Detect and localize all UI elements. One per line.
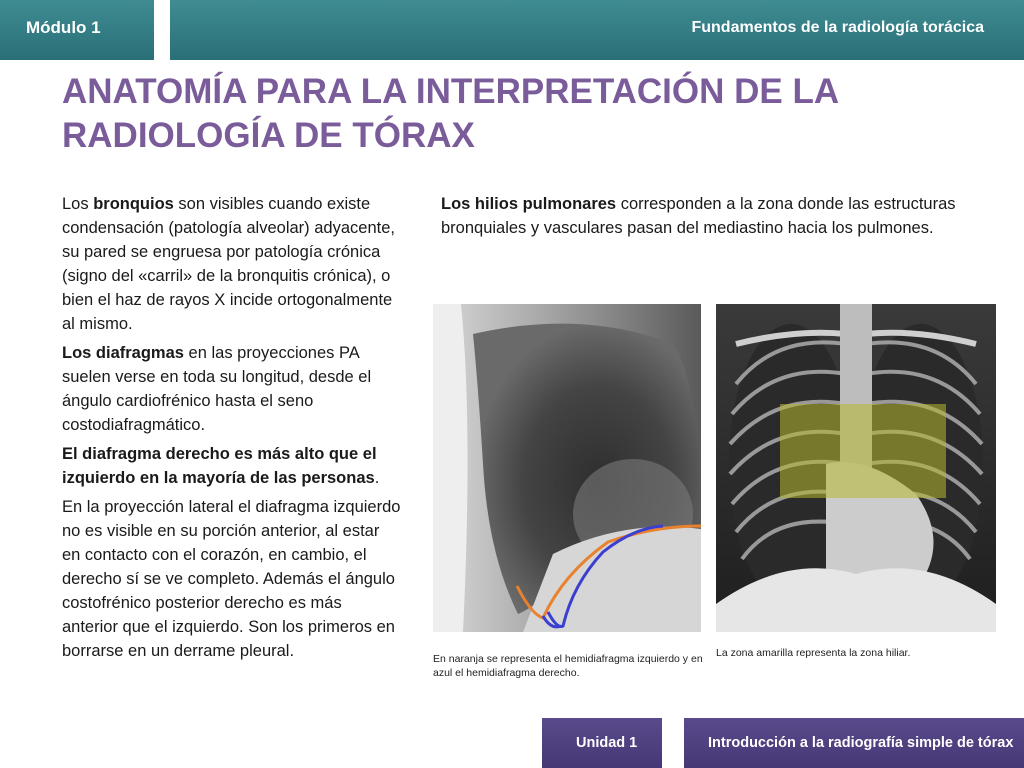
course-title: Fundamentos de la radiología torácica [691, 19, 984, 36]
unit-tab [542, 718, 662, 768]
right-text-column [441, 192, 981, 240]
unit-title: Introducción a la radiografía simple de tórax [708, 735, 1014, 751]
slide-title-line1: ANATOMÍA PARA LA INTERPRETACIÓN DE LA [62, 72, 840, 111]
lateral-chest-xray-image [433, 304, 701, 632]
header-bar [0, 0, 1024, 60]
paragraph-diafragma-derecho: El diafragma derecho es más alto que el izquierdo en la mayoría de las personas. [62, 445, 380, 487]
paragraph-proyeccion-lateral: En la proyección lateral el diafragma izquierdo no es visible en su porción anterior, al estar en contacto con el corazón, en cambio, el derecho sí se ve completo. Además el ángulo costofrénico posterior derecho es más anterior que el izquierdo. Son los primeros en borrarse en un derrame pleural. [62, 498, 401, 660]
paragraph-bronquios: Los bronquios son visibles cuando existe condensación (patología alveolar) adyacente, su pared se engruesa por patología crónica (signo del «carril» de la bronquitis crónica), o bien el haz de rayos X incide ortogonalmente al mismo. [62, 195, 395, 333]
lateral-xray-caption: En naranja se representa el hemidiafragma izquierdo y en azul el hemidiafragma derecho. [433, 653, 703, 679]
slide-title-line2: RADIOLOGÍA DE TÓRAX [62, 116, 475, 155]
left-text-column [62, 192, 402, 668]
hilar-zone-highlight [780, 404, 946, 498]
pa-chest-xray-image [716, 304, 996, 632]
paragraph-hilios: Los hilios pulmonares corresponden a la zona donde las estructuras bronquiales y vasculares pasan del mediastino hacia los pulmones. [441, 195, 956, 237]
paragraph-diafragmas: Los diafragmas en las proyecciones PA suelen verse en toda su longitud, desde el ángulo cardiofrénico hasta el seno costodiafragmático. [62, 344, 372, 434]
pa-xray-caption: La zona amarilla representa la zona hiliar. [716, 647, 911, 659]
module-label: Módulo 1 [26, 18, 101, 37]
unit-label: Unidad 1 [576, 735, 638, 751]
unit-title-bar [684, 718, 1024, 768]
slide-title [62, 70, 962, 158]
course-title-bar [170, 0, 1024, 60]
module-tab [0, 0, 154, 60]
